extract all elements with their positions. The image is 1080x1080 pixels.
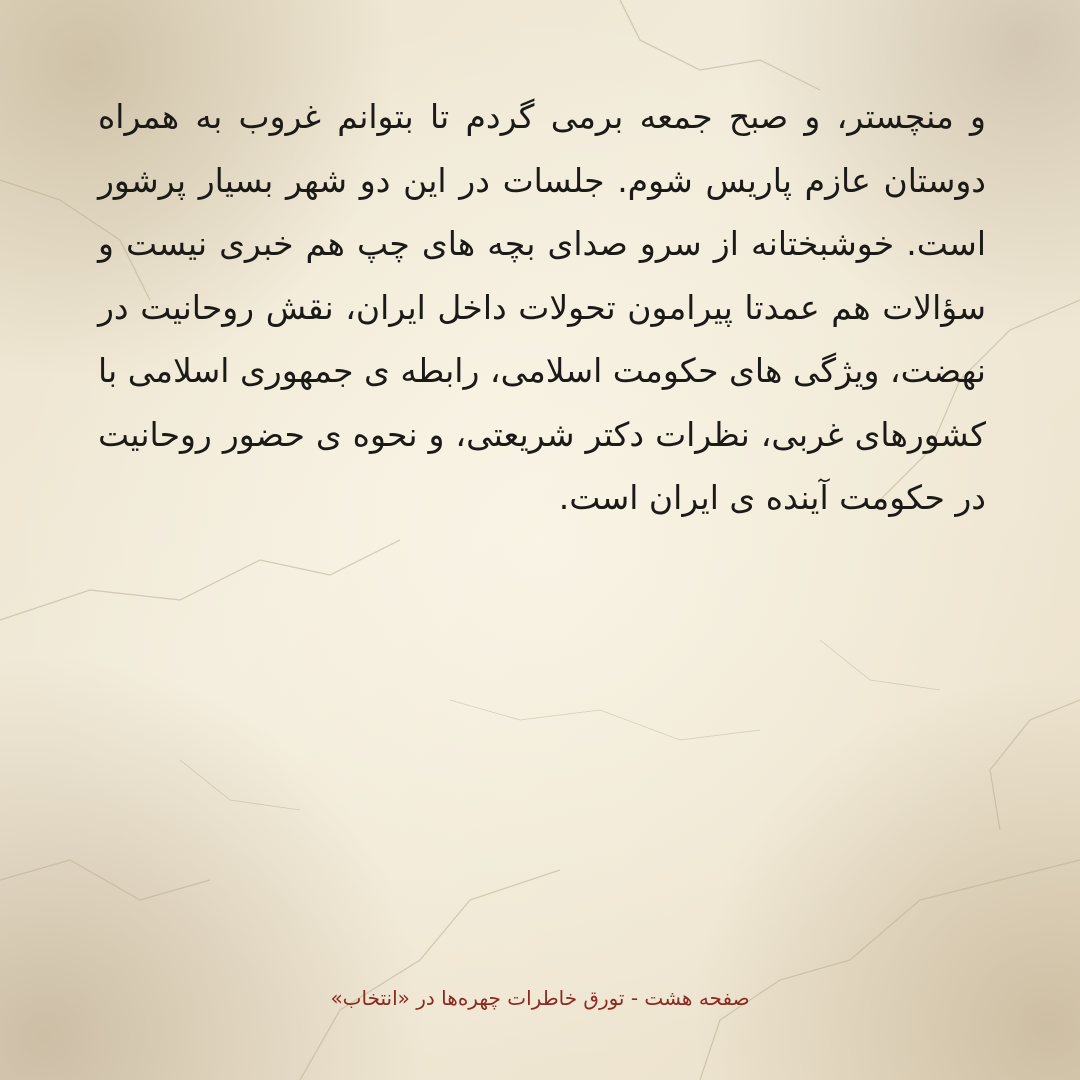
- body-paragraph: و منچستر، و صبح جمعه برمی گردم تا بتوانم غروب به همراه دوستان عازم پاریس شوم. جلسات در این دو شهر بسیار پرشور است. خوشبختانه از سرو صدای بچه های چپ هم خبری نیست و سؤالات هم عمدتا پیرامون تحولات داخل ایران، نقش روحانیت در نهضت، ویژگی های حکومت اسلامی، رابطه ی جمهوری اسلامی با کشورهای غربی، نظرات دکتر شریعتی، و نحوه ی حضور روحانیت در حکومت آینده ی ایران است.: [98, 97, 986, 517]
- paper-crease: [300, 870, 560, 1080]
- paper-crease: [450, 700, 760, 740]
- paper-crease: [620, 0, 820, 90]
- paper-crease: [180, 760, 300, 810]
- paper-crease: [700, 860, 1080, 1080]
- paper-crease: [820, 640, 940, 690]
- paper-crease: [0, 860, 210, 900]
- paper-crease: [990, 700, 1080, 830]
- paper-crease: [0, 540, 400, 620]
- page-caption: صفحه هشت - تورق خاطرات چهره‌ها در «انتخاب»: [330, 986, 750, 1010]
